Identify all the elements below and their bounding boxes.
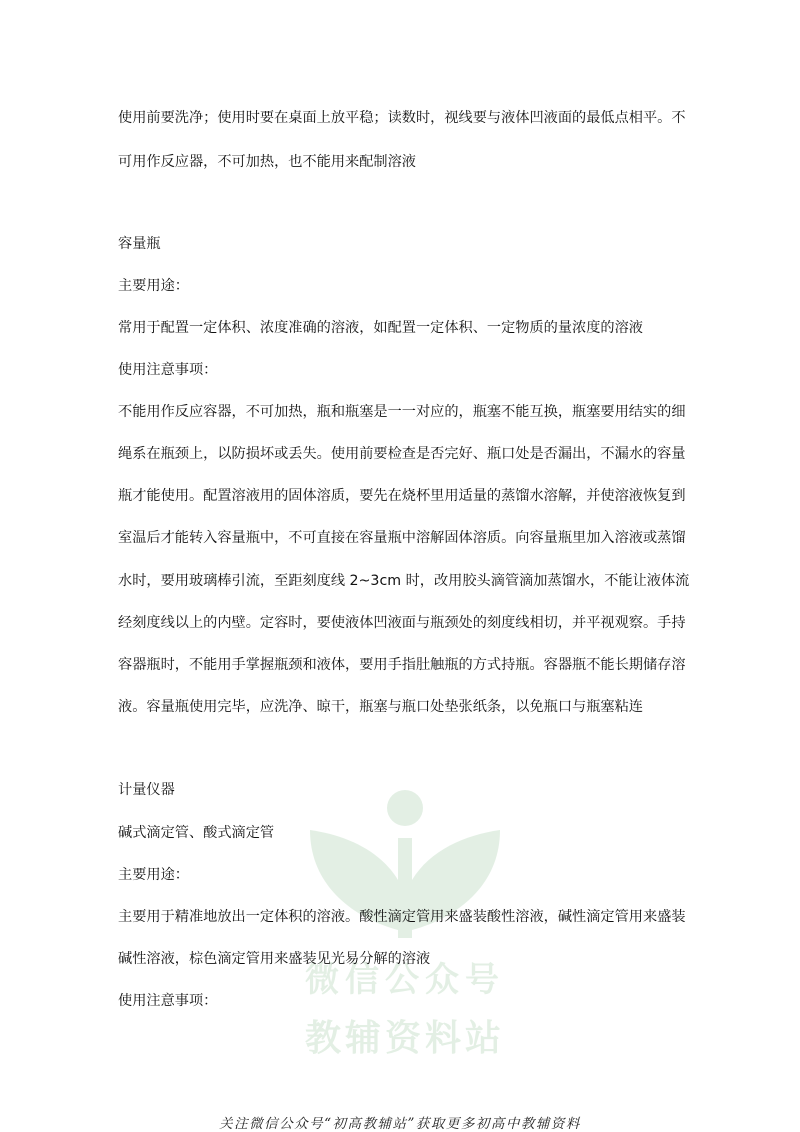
paragraph-line: 常用于配置一定体积、浓度准确的溶液，如配置一定体积、一定物质的量浓度的溶液	[118, 320, 643, 336]
subheading: 使用注意事项：	[118, 362, 218, 378]
paragraph-line: 经刻度线以上的内壁。定容时，要使液体凹液面与瓶颈处的刻度线相切，并平视观察。手持	[118, 615, 686, 631]
subheading: 碱式滴定管、酸式滴定管	[118, 825, 275, 841]
paragraph-line: 绳系在瓶颈上，以防损坏或丢失。使用前要检查是否完好、瓶口处是否漏出，不漏水的容量	[118, 446, 686, 462]
paragraph-line: 室温后才能转入容量瓶中，不可直接在容量瓶中溶解固体溶质。向容量瓶里加入溶液或蒸馏	[118, 530, 686, 546]
paragraph-line: 可用作反应器，不可加热，也不能用来配制溶液	[118, 154, 416, 170]
paragraph-line: 容器瓶时，不能用手掌握瓶颈和液体，要用手指肚触瓶的方式持瓶。容器瓶不能长期储存溶	[118, 657, 686, 673]
section-heading: 容量瓶	[118, 236, 161, 252]
paragraph-line: 瓶才能使用。配置溶液用的固体溶质，要先在烧杯里用适量的蒸馏水溶解，并使溶液恢复到	[118, 488, 686, 504]
watermark-line-2: 教辅资料站	[304, 1018, 505, 1059]
section-heading: 计量仪器	[118, 782, 175, 798]
subheading: 主要用途：	[118, 867, 189, 883]
paragraph-line: 液。容量瓶使用完毕，应洗净、晾干，瓶塞与瓶口处垫张纸条，以免瓶口与瓶塞粘连	[118, 699, 643, 715]
watermark-line-1: 微信公众号	[305, 960, 505, 1000]
paragraph-line: 不能用作反应容器，不可加热，瓶和瓶塞是一一对应的，瓶塞不能互换，瓶塞要用结实的细	[118, 404, 686, 420]
subheading: 主要用途：	[118, 278, 189, 294]
paragraph-line: 主要用于精准地放出一定体积的溶液。酸性滴定管用来盛装酸性溶液，碱性滴定管用来盛装	[118, 909, 686, 925]
footer-note: 关注微信公众号“初高教辅站”获取更多初高中教辅资料	[219, 1116, 581, 1132]
paragraph-line: 使用前要洗净；使用时要在桌面上放平稳；读数时，视线要与液体凹液面的最低点相平。不	[118, 110, 686, 126]
paragraph-line: 碱性溶液，棕色滴定管用来盛装见光易分解的溶液	[118, 951, 431, 967]
paragraph-line: 水时，要用玻璃棒引流，至距刻度线 2~3cm 时，改用胶头滴管滴加蒸馏水，不能让液体流	[118, 573, 690, 589]
subheading: 使用注意事项：	[118, 993, 218, 1009]
